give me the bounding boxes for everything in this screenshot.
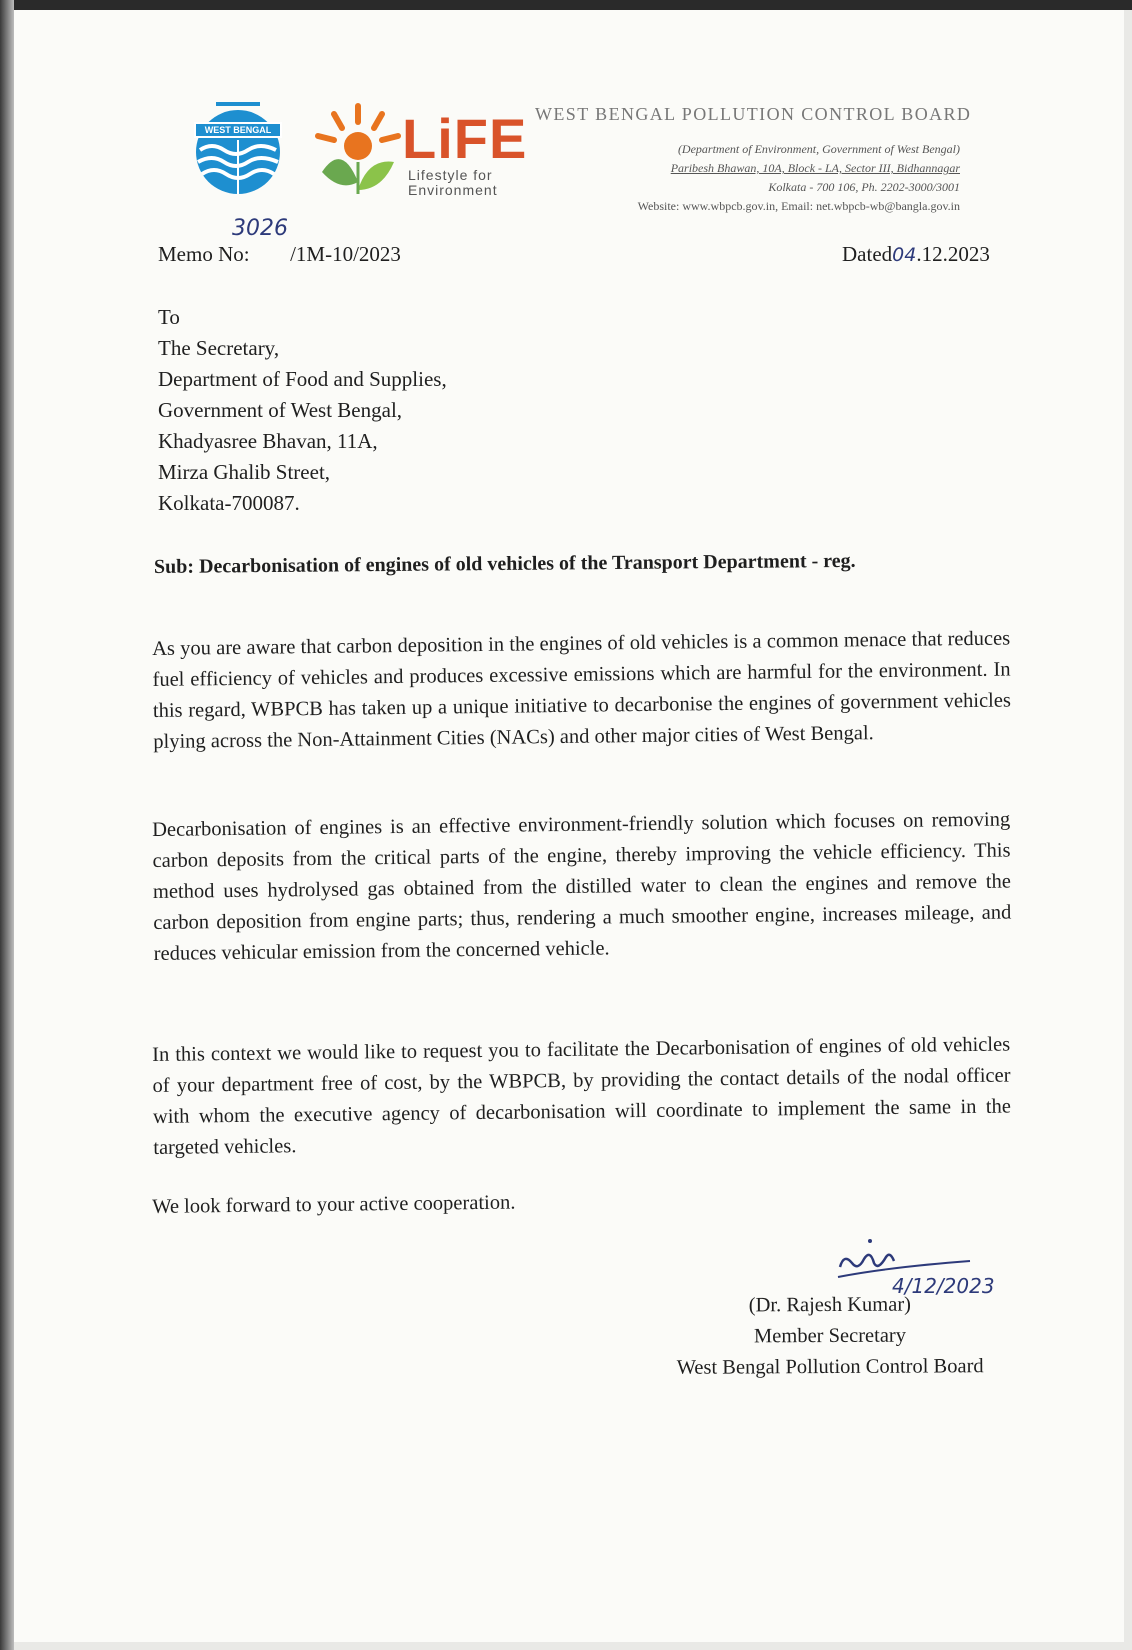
- signatory-name: (Dr. Rajesh Kumar): [748, 1293, 912, 1317]
- recipient-line: Kolkata-700087.: [158, 491, 300, 515]
- scan-top-edge: [0, 0, 1132, 10]
- signature-date: 4/12/2023: [892, 1274, 995, 1298]
- life-sun-leaf-icon: [312, 102, 404, 198]
- recipient-line: Department of Food and Supplies,: [158, 367, 447, 391]
- date-rest: .12.2023: [916, 242, 990, 266]
- recipient-line: To: [158, 305, 180, 329]
- body-paragraph-2: Decarbonisation of engines is an effective environment-friendly solution which focuses on removing carbon deposits from the critical parts of the engine, thereby improving the vehicle efficiency. This method uses hydrolysed gas obtained from the distilled water to clean the engines and remove the carbon deposition from engine parts; thus, rendering a much smoother engine, increases mileage, and reduces vehicular emission from the concerned vehicle.: [152, 808, 1012, 965]
- address-line-2: Paribesh Bhawan, 10A, Block - LA, Sector III, Bidhannagar: [670, 161, 960, 175]
- life-tagline-line-1: Lifestyle for: [408, 167, 493, 183]
- memo-handwritten-number: 3026: [232, 216, 288, 241]
- body-paragraph-3: In this context we would like to request you to facilitate the Decarbonisation of engines of old vehicles of your department free of cost, by the WBPCB, by providing the contact details of the nodal officer with whom the executive agency of decarbonisation will coordinate to implement the same in the targeted vehicles.: [152, 1033, 1012, 1159]
- recipient-line: Mirza Ghalib Street,: [158, 460, 331, 484]
- address-line-4: Website: www.wbpcb.gov.in, Email: net.wbpcb-wb@bangla.gov.in: [637, 199, 960, 213]
- logo-text: WEST BENGAL: [204, 125, 272, 135]
- signatory-designation: Member Secretary: [753, 1324, 907, 1348]
- board-name: WEST BENGAL POLLUTION CONTROL BOARD: [535, 104, 972, 124]
- signatory-block: [640, 1289, 1020, 1384]
- address-line-1: (Department of Environment, Government of West Bengal): [677, 142, 960, 156]
- subject-line: Sub: Decarbonisation of engines of old vehicles of the Transport Department - reg.: [153, 549, 856, 578]
- date-label: Dated: [842, 242, 893, 266]
- memo-reference: /1M-10/2023: [290, 242, 401, 266]
- life-logo-word: LiFE: [402, 107, 528, 170]
- recipient-line: Government of West Bengal,: [158, 398, 403, 422]
- recipient-line: The Secretary,: [158, 336, 280, 360]
- date-handwritten-day: 04: [892, 244, 917, 266]
- recipient-line: Khadyasree Bhavan, 11A,: [158, 429, 378, 453]
- body-paragraph-1: As you are aware that carbon deposition in the engines of old vehicles is a common menace that reduces fuel efficiency of vehicles and produces excessive emissions which are harmful for the environment. In this regard, WBPCB has taken up a unique initiative to decarbonise the engines of government vehicles plying across the Non-Attainment Cities (NACs) and other major cities of West Bengal.: [152, 627, 1012, 753]
- address-line-3: Kolkata - 700 106, Ph. 2202-3000/3001: [768, 180, 960, 194]
- signatory-organization: West Bengal Pollution Control Board: [676, 1355, 984, 1379]
- scan-left-edge: [0, 0, 14, 1650]
- life-tagline: [408, 168, 528, 198]
- board-address: [540, 140, 960, 216]
- recipient-address: [158, 302, 447, 519]
- west-bengal-logo: [192, 100, 284, 196]
- memo-label: Memo No:: [158, 242, 250, 266]
- body-paragraph-4: We look forward to your active cooperation.: [152, 1191, 516, 1218]
- memo-number: [158, 242, 401, 267]
- memo-date: [842, 242, 990, 267]
- life-tagline-line-2: Environment: [408, 182, 498, 198]
